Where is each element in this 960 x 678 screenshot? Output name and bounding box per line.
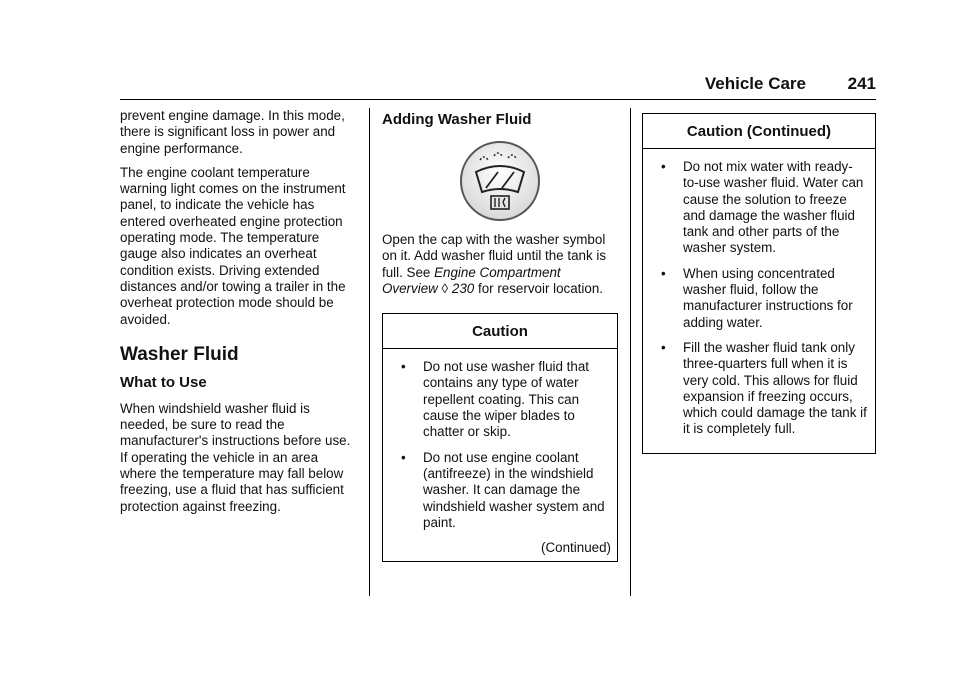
caution-list <box>383 359 617 531</box>
list-item: • Do not use engine coolant (antifreeze) in the windshield washer. It can damage the windshield washer system and paint. <box>401 449 605 530</box>
column-2 <box>382 108 618 562</box>
column-1 <box>120 108 356 523</box>
section-heading: Washer Fluid <box>120 343 239 365</box>
caution-box <box>382 313 618 562</box>
what-to-use-paragraph: When windshield washer fluid is needed, be sure to read the manufacturer's instructions before use. If operating the vehicle in an area where the temperature may fall below freezing, use a fluid that has sufficient protection against freezing. <box>120 400 351 514</box>
page-header <box>120 72 876 100</box>
list-item: • Fill the washer fluid tank only three-quarters full when it is very cold. This allows for fluid expansion if freezing occurs, which could damage the tank if it is completely full. <box>661 339 867 437</box>
cross-reference-link[interactable]: Engine Compartment Overview <box>382 264 561 296</box>
column-divider <box>369 108 370 596</box>
subsection-heading: What to Use <box>120 373 207 391</box>
header-page-number: 241 <box>847 74 876 93</box>
washer-fluid-icon <box>382 140 618 222</box>
caution-title: Caution <box>383 314 617 349</box>
subsection-heading: Adding Washer Fluid <box>382 111 532 128</box>
adding-paragraph: Open the cap with the washer symbol on it. Add washer fluid until the tank is full. See Engine Compartment Overview ◊ 230 for reservoir location. <box>382 232 607 296</box>
continued-note: (Continued) <box>541 540 611 556</box>
column-divider <box>630 108 631 596</box>
caution-title: Caution (Continued) <box>643 114 875 149</box>
list-item: • Do not mix water with ready-to-use washer fluid. Water can cause the solution to freeze and damage the washer fluid tank and other parts of the washer system. <box>661 159 864 256</box>
coolant-paragraph: The engine coolant temperature warning light comes on the instrument panel, to indicate the vehicle has entered overheated engine protection operating mode. The temperature gauge also indicates an overheat condition exists. Driving extended distances and/or towing a trailer in the overheat protection mode should be avoided. <box>120 164 346 327</box>
column-3 <box>642 113 876 454</box>
caution-list <box>643 159 875 438</box>
list-item: • When using concentrated washer fluid, follow the manufacturer instructions for adding water. <box>661 265 853 330</box>
intro-paragraph: prevent engine damage. In this mode, there is significant loss in power and engine performance. <box>120 108 345 156</box>
list-item: • Do not use washer fluid that contains any type of water repellent coating. This can cause the wiper blades to chatter or skip. <box>401 359 589 440</box>
caution-box <box>642 113 876 454</box>
header-section-title: Vehicle Care <box>704 74 806 93</box>
